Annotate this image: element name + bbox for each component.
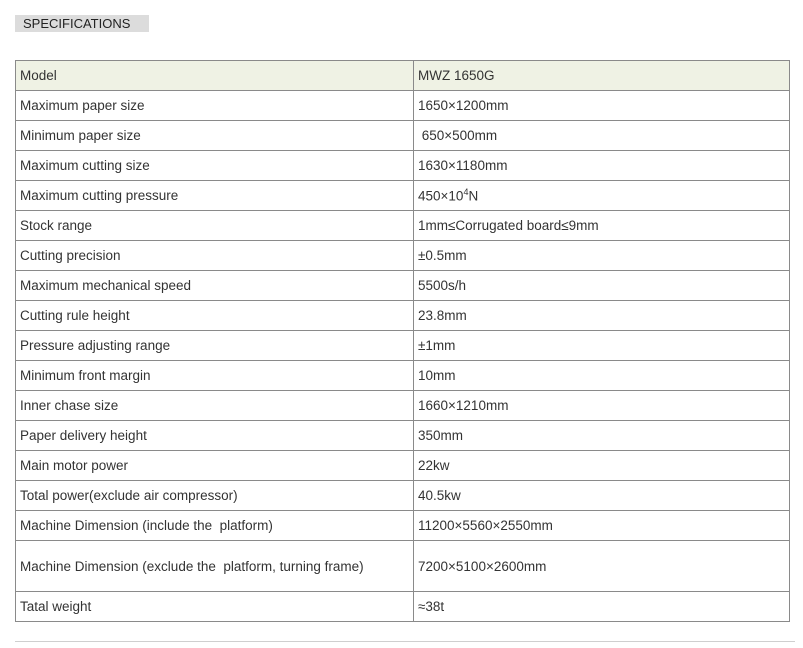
row-value: 1630×1180mm — [414, 151, 790, 181]
row-label: Total power(exclude air compressor) — [16, 481, 414, 511]
row-value: 40.5kw — [414, 481, 790, 511]
row-label: Main motor power — [16, 451, 414, 481]
row-label: Minimum paper size — [16, 121, 414, 151]
row-label: Maximum paper size — [16, 91, 414, 121]
value-main: 450×10 — [418, 188, 464, 204]
table-row — [16, 211, 790, 241]
table-row — [16, 541, 790, 592]
row-value: 650×500mm — [414, 121, 790, 151]
table-row — [16, 511, 790, 541]
row-value: ±0.5mm — [414, 241, 790, 271]
row-label: Machine Dimension (include the platform) — [16, 511, 414, 541]
row-label: Pressure adjusting range — [16, 331, 414, 361]
row-value: ±1mm — [414, 331, 790, 361]
table-row — [16, 241, 790, 271]
row-label: Stock range — [16, 211, 414, 241]
row-value: 10mm — [414, 361, 790, 391]
row-value: 7200×5100×2600mm — [414, 541, 790, 592]
row-label: Minimum front margin — [16, 361, 414, 391]
value-unit: N — [468, 188, 479, 204]
table-row — [16, 421, 790, 451]
row-value: 23.8mm — [414, 301, 790, 331]
table-row — [16, 361, 790, 391]
row-value: ≈38t — [414, 592, 790, 622]
row-value: 1650×1200mm — [414, 91, 790, 121]
row-value: 22kw — [414, 451, 790, 481]
table-row — [16, 271, 790, 301]
value-exponent: 4 — [463, 187, 469, 198]
table-row — [16, 301, 790, 331]
table-row — [16, 481, 790, 511]
header-label-cell: Model — [16, 61, 414, 91]
table-row — [16, 121, 790, 151]
row-label: Cutting rule height — [16, 301, 414, 331]
row-label: Tatal weight — [16, 592, 414, 622]
table-row — [16, 91, 790, 121]
table-row — [16, 451, 790, 481]
bottom-divider — [15, 641, 795, 642]
row-label: Machine Dimension (exclude the platform, turning frame) — [16, 541, 414, 592]
row-label: Inner chase size — [16, 391, 414, 421]
table-row — [16, 592, 790, 622]
row-label: Paper delivery height — [16, 421, 414, 451]
row-value: 1660×1210mm — [414, 391, 790, 421]
row-value: 11200×5560×2550mm — [414, 511, 790, 541]
header-value-cell: MWZ 1650G — [414, 61, 790, 91]
table-header-row — [16, 61, 790, 91]
table-row — [16, 331, 790, 361]
row-label: Maximum cutting size — [16, 151, 414, 181]
row-value: 5500s/h — [414, 271, 790, 301]
section-title: SPECIFICATIONS — [15, 15, 149, 32]
row-label: Maximum mechanical speed — [16, 271, 414, 301]
table-row — [16, 181, 790, 211]
table-row — [16, 151, 790, 181]
specifications-table — [15, 60, 790, 622]
row-label: Cutting precision — [16, 241, 414, 271]
row-value: 350mm — [414, 421, 790, 451]
row-label: Maximum cutting pressure — [16, 181, 414, 211]
row-value: 1mm≤Corrugated board≤9mm — [414, 211, 790, 241]
row-value — [414, 181, 790, 211]
table-row — [16, 391, 790, 421]
